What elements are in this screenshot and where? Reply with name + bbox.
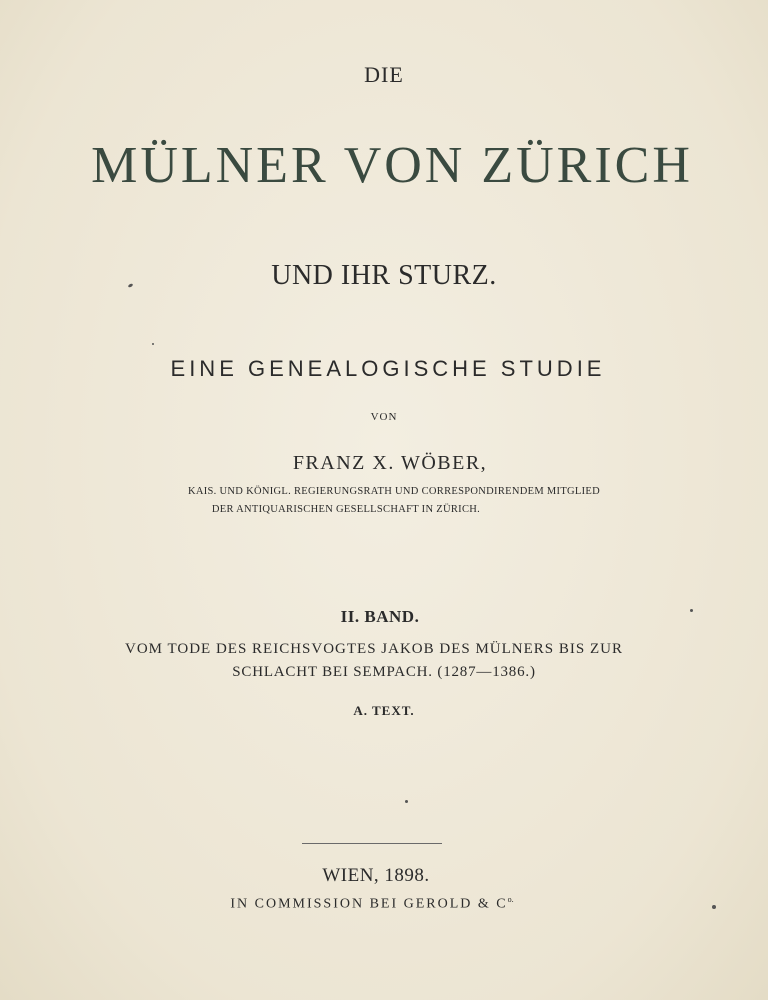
paper-speck xyxy=(712,905,716,909)
volume-label: II. BAND. xyxy=(340,607,420,626)
publisher-suffix: o. xyxy=(507,895,514,904)
book-subtitle: UND IHR STURZ. xyxy=(271,260,497,291)
volume-description-line1: VOM TODE DES REICHSVOGTES JAKOB DES MÜLNERS BIS ZUR xyxy=(125,641,623,657)
paper-speck xyxy=(690,609,693,612)
author-affiliation-line1: KAIS. UND KÖNIGL. REGIERUNGSRATH UND CORRESPONDIRENDEM MITGLIED xyxy=(187,486,601,497)
publisher-name: IN COMMISSION BEI GEROLD & C xyxy=(230,896,508,912)
author-affiliation-line2: DER ANTIQUARISCHEN GESELLSCHAFT IN ZÜRICH. xyxy=(211,504,481,515)
paper-speck xyxy=(405,800,408,803)
author-name: FRANZ X. WÖBER, xyxy=(292,452,488,474)
volume-description-line2: SCHLACHT BEI SEMPACH. (1287—1386.) xyxy=(232,664,536,680)
publisher-line xyxy=(0,896,756,912)
title-article: DIE xyxy=(364,62,404,87)
divider-rule xyxy=(302,843,442,844)
part-label: A. TEXT. xyxy=(353,703,415,718)
book-title: MÜLNER VON ZÜRICH xyxy=(91,137,693,194)
by-line: VON xyxy=(370,411,398,423)
paper-speck xyxy=(152,343,154,345)
place-date: WIEN, 1898. xyxy=(322,865,430,886)
study-line: EINE GENEALOGISCHE STUDIE xyxy=(170,356,606,381)
